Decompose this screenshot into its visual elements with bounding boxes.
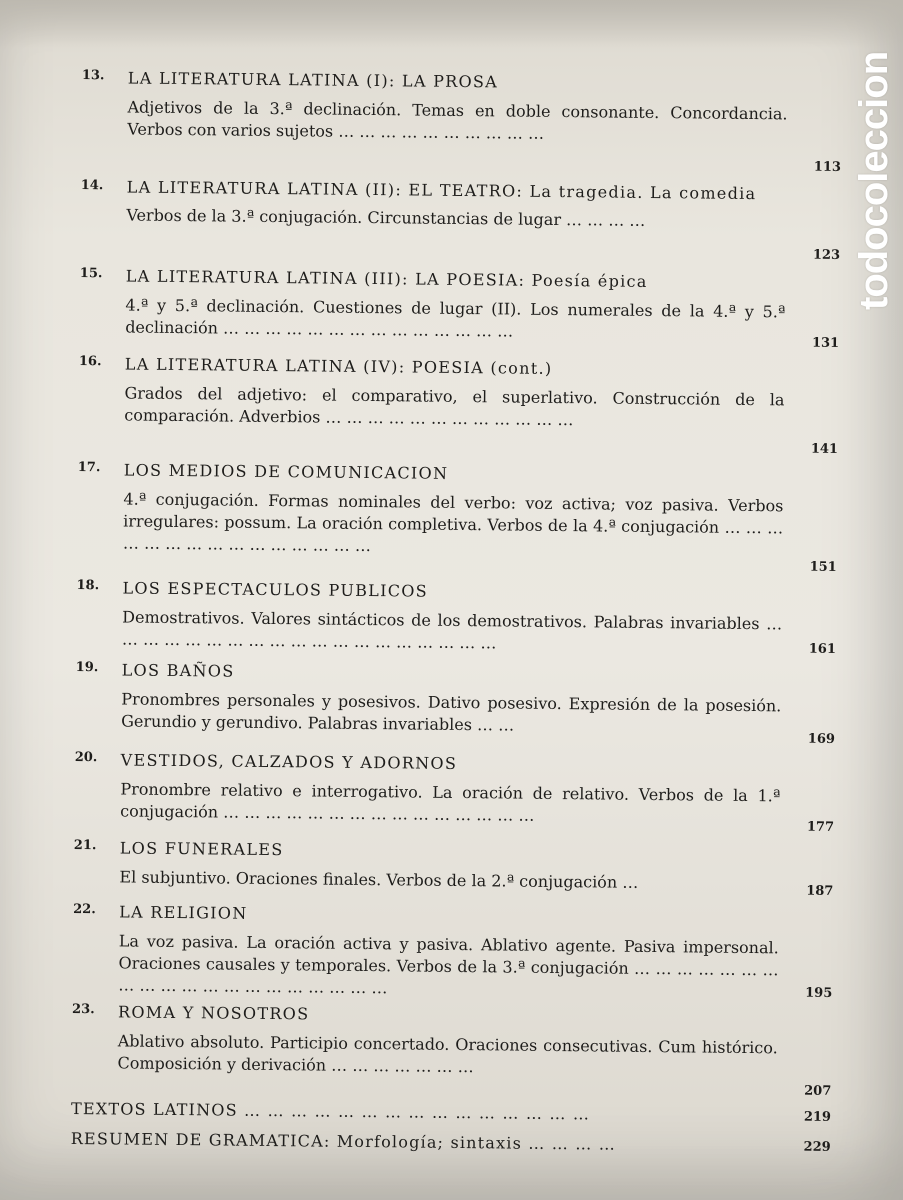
page-number: 187 — [806, 883, 834, 899]
toc-entry — [81, 64, 842, 182]
chapter-title: LOS FUNERALES — [119, 838, 284, 860]
chapter-description: Adjetivos de la 3.ª declinación. Temas en doble consonante. Concordancia. Verbos con varios sujetos … … … … … … … … … … — [127, 97, 788, 143]
toc-entry — [73, 834, 834, 906]
page-number: 131 — [811, 335, 840, 351]
page-number: 229 — [803, 1139, 831, 1155]
chapter-description: 4.ª conjugación. Formas nominales del verbo: voz activa; voz pasiva. Verbos irregulares: possum. La oración completiva. Verbos de la 4.ª conjugación … … … … … … … … … … … … … … … — [122, 489, 784, 556]
page-number: 169 — [807, 731, 836, 747]
chapter-title: LOS ESPECTACULOS PUBLICOS — [122, 578, 429, 601]
chapter-number: 22. — [73, 901, 96, 918]
page-number: 161 — [808, 641, 836, 657]
toc-entry — [80, 174, 841, 270]
chapter-number: 15. — [79, 265, 103, 282]
toc-entry — [74, 746, 835, 842]
chapter-description: El subjuntivo. Oraciones finales. Verbos de la 2.ª conjugación … — [119, 867, 639, 892]
toc-entry — [72, 898, 833, 1006]
chapter-description: 4.ª y 5.ª declinación. Cuestiones de lugar (II). Los numerales de la 4.ª y 5.ª declinación … … … … … … … … … … … … … … — [125, 295, 786, 341]
chapter-number: 21. — [73, 837, 97, 854]
chapter-number: 14. — [80, 177, 104, 194]
chapter-number: 16. — [78, 353, 102, 370]
table-of-contents — [71, 64, 842, 1164]
chapter-number: 19. — [75, 659, 99, 676]
chapter-title: LA LITERATURA LATINA (I): LA PROSA — [127, 68, 499, 92]
chapter-description: Demostrativos. Valores sintácticos de los demostrativos. Palabras invariables … … … … … … … … … … … … … … … … … … … — [121, 607, 783, 653]
toc-entry — [78, 350, 839, 464]
page-number: 123 — [812, 247, 841, 263]
toc-entry — [79, 262, 840, 358]
toc-entry — [75, 656, 836, 754]
chapter-title: LOS BAÑOS — [121, 660, 235, 681]
page-number: 141 — [810, 441, 839, 457]
chapter-number: 18. — [76, 577, 100, 594]
page-number: 151 — [809, 559, 837, 575]
chapter-title: LA RELIGION — [119, 902, 248, 923]
chapter-title: ROMA Y NOSOTROS — [117, 1002, 310, 1024]
toc-entry — [77, 456, 838, 582]
page-fold-shadow — [0, 0, 903, 48]
chapter-number: 23. — [72, 1001, 95, 1018]
chapter-title: LA LITERATURA LATINA (III): LA POESIA: Poesía épica — [125, 266, 648, 291]
chapter-description: La voz pasiva. La oración activa y pasiva. Ablativo agente. Pasiva impersonal. Oraciones causales y temporales. Verbos de la 3.ª conjugación … … … … … … … … … … … … … … … … … … … … — [118, 931, 779, 998]
chapter-description: Pronombres personales y posesivos. Dativo posesivo. Expresión de la posesión. Gerundio y gerundivo. Palabras invariables … … — [121, 689, 782, 735]
toc-entry — [76, 574, 837, 664]
watermark: todocoleccion — [852, 51, 896, 310]
page-number: 207 — [804, 1083, 832, 1099]
chapter-description: Verbos de la 3.ª conjugación. Circunstancias de lugar … … … … — [126, 205, 646, 230]
section-title: RESUMEN DE GRAMATICA: Morfología; sintaxis … … … … — [70, 1128, 617, 1154]
chapter-description: Grados del adjetivo: el comparativo, el superlativo. Construcción de la comparación. Adverbios … … … … … … … … … … … … — [124, 383, 785, 430]
chapter-title: VESTIDOS, CALZADOS Y ADORNOS — [120, 750, 458, 773]
page-number: 219 — [803, 1109, 832, 1125]
chapter-number: 13. — [81, 67, 105, 84]
chapter-description: Pronombre relativo e interrogativo. La oración de relativo. Verbos de la 1.ª conjugación … … … … … … … … … … … … … … … — [120, 779, 781, 825]
toc-entry — [71, 998, 832, 1104]
chapter-title: LA LITERATURA LATINA (IV): POESIA (cont.) — [124, 354, 553, 378]
chapter-title: LA LITERATURA LATINA (II): EL TEATRO: La tragedia. La comedia — [126, 177, 757, 204]
chapter-number: 17. — [77, 459, 101, 476]
section-title: TEXTOS LATINOS … … … … … … … … … … … … … … … — [70, 1098, 591, 1124]
page-number: 113 — [813, 159, 842, 175]
chapter-number: 20. — [74, 749, 98, 766]
page-number: 177 — [806, 819, 835, 835]
page-number: 195 — [805, 985, 833, 1001]
chapter-title: LOS MEDIOS DE COMUNICACION — [123, 460, 449, 483]
chapter-description: Ablativo absoluto. Participio concertado. Oraciones consecutivas. Cum histórico. Composición y derivación … … … … … … … — [117, 1031, 778, 1077]
